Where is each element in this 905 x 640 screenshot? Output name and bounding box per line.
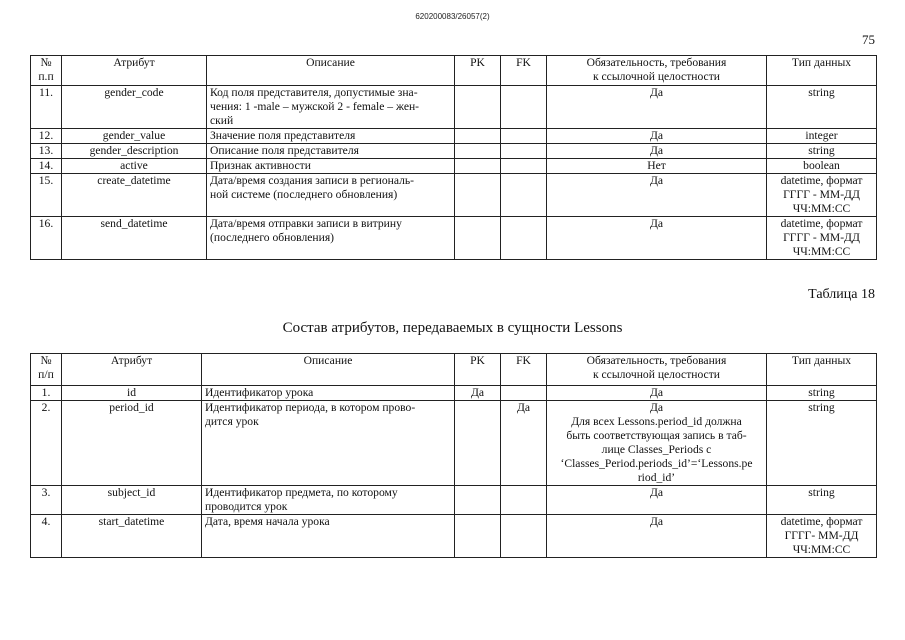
row-number-cell: 12. — [31, 129, 62, 144]
attribute-name-cell: active — [62, 159, 207, 174]
table-row — [31, 129, 877, 144]
pk-flag-cell — [455, 486, 501, 515]
lessons-attributes-table — [30, 353, 877, 558]
page-number: 75 — [862, 32, 875, 47]
description-cell: Дата/время создания записи в региональ- ной системе (последнего обновления) — [207, 174, 455, 217]
fk-flag-cell — [501, 486, 547, 515]
requirement-cell: Да — [547, 217, 767, 260]
requirement-cell: Да — [547, 174, 767, 217]
table-row — [31, 217, 877, 260]
pk-flag-cell — [455, 174, 501, 217]
data-type-cell: boolean — [767, 159, 877, 174]
pk-flag-cell — [455, 515, 501, 558]
row-number-cell: 15. — [31, 174, 62, 217]
attribute-name-cell: create_datetime — [62, 174, 207, 217]
description-cell: Код поля представителя, допустимые зна- чения: 1 -male – мужской 2 - female – жен- ский — [207, 86, 455, 129]
description-cell: Идентификатор периода, в котором прово- дится урок — [202, 401, 455, 486]
attribute-name-cell: gender_code — [62, 86, 207, 129]
pk-flag-cell — [455, 86, 501, 129]
requirement-cell: Да — [547, 486, 767, 515]
fk-flag-cell — [501, 217, 547, 260]
requirement-cell: Да — [547, 86, 767, 129]
row-number-cell: 11. — [31, 86, 62, 129]
fk-flag-cell — [501, 386, 547, 401]
column-header-description: Описание — [207, 56, 455, 86]
requirement-cell: Да — [547, 144, 767, 159]
document-id: 620200083/26057(2) — [415, 12, 490, 21]
fk-flag-cell — [501, 515, 547, 558]
column-header-description: Описание — [202, 354, 455, 386]
column-header-data-type: Тип данных — [767, 56, 877, 86]
description-cell: Дата/время отправки записи в витрину (последнего обновления) — [207, 217, 455, 260]
description-cell: Описание поля представителя — [207, 144, 455, 159]
table-row — [31, 86, 877, 129]
attribute-name-cell: subject_id — [62, 486, 202, 515]
pk-flag-cell: Да — [455, 386, 501, 401]
fk-flag-cell — [501, 159, 547, 174]
table-row — [31, 401, 877, 486]
requirement-cell: Да Для всех Lessons.period_id должна быть соответствующая запись в таб- лице Classes_Periods с ‘Classes_Period.periods_id’=‘Lessons.pe riod_id’ — [547, 401, 767, 486]
data-type-cell: integer — [767, 129, 877, 144]
description-cell: Дата, время начала урока — [202, 515, 455, 558]
pk-flag-cell — [455, 129, 501, 144]
attributes-table-continued — [30, 55, 877, 260]
requirement-cell: Да — [547, 129, 767, 144]
row-number-cell: 2. — [31, 401, 62, 486]
fk-flag-cell — [501, 174, 547, 217]
column-header-requirements: Обязательность, требования к ссылочной целостности — [547, 56, 767, 86]
attribute-name-cell: start_datetime — [62, 515, 202, 558]
column-header-data-type: Тип данных — [767, 354, 877, 386]
column-header-number: № п/п — [31, 354, 62, 386]
table-row — [31, 174, 877, 217]
table-header-row — [31, 354, 877, 386]
data-type-cell: datetime, формат ГГГГ - ММ-ДД ЧЧ:ММ:СС — [767, 217, 877, 260]
description-cell: Значение поля представителя — [207, 129, 455, 144]
pk-flag-cell — [455, 217, 501, 260]
table-label: Таблица 18 — [808, 287, 875, 302]
column-header-fk: FK — [501, 56, 547, 86]
table-row — [31, 515, 877, 558]
column-header-number: № п.п — [31, 56, 62, 86]
row-number-cell: 13. — [31, 144, 62, 159]
data-type-cell: datetime, формат ГГГГ - ММ-ДД ЧЧ:ММ:СС — [767, 174, 877, 217]
requirement-cell: Да — [547, 386, 767, 401]
attribute-name-cell: period_id — [62, 401, 202, 486]
requirement-cell: Да — [547, 515, 767, 558]
data-type-cell: string — [767, 86, 877, 129]
table-row — [31, 159, 877, 174]
description-cell: Идентификатор урока — [202, 386, 455, 401]
fk-flag-cell: Да — [501, 401, 547, 486]
pk-flag-cell — [455, 159, 501, 174]
requirement-cell: Нет — [547, 159, 767, 174]
table-title: Состав атрибутов, передаваемых в сущности Lessons — [282, 320, 623, 336]
attribute-name-cell: send_datetime — [62, 217, 207, 260]
column-header-pk: PK — [455, 56, 501, 86]
row-number-cell: 14. — [31, 159, 62, 174]
fk-flag-cell — [501, 86, 547, 129]
table-header-row — [31, 56, 877, 86]
column-header-attribute: Атрибут — [62, 56, 207, 86]
data-type-cell: string — [767, 386, 877, 401]
row-number-cell: 4. — [31, 515, 62, 558]
column-header-pk: PK — [455, 354, 501, 386]
attribute-name-cell: id — [62, 386, 202, 401]
row-number-cell: 1. — [31, 386, 62, 401]
row-number-cell: 16. — [31, 217, 62, 260]
fk-flag-cell — [501, 144, 547, 159]
pk-flag-cell — [455, 144, 501, 159]
column-header-attribute: Атрибут — [62, 354, 202, 386]
attribute-name-cell: gender_description — [62, 144, 207, 159]
table-row — [31, 486, 877, 515]
table-row — [31, 144, 877, 159]
description-cell: Признак активности — [207, 159, 455, 174]
column-header-fk: FK — [501, 354, 547, 386]
row-number-cell: 3. — [31, 486, 62, 515]
attribute-name-cell: gender_value — [62, 129, 207, 144]
data-type-cell: string — [767, 486, 877, 515]
data-type-cell: datetime, формат ГГГГ- ММ-ДД ЧЧ:ММ:СС — [767, 515, 877, 558]
data-type-cell: string — [767, 144, 877, 159]
table-row — [31, 386, 877, 401]
fk-flag-cell — [501, 129, 547, 144]
data-type-cell: string — [767, 401, 877, 486]
pk-flag-cell — [455, 401, 501, 486]
description-cell: Идентификатор предмета, по которому проводится урок — [202, 486, 455, 515]
column-header-requirements: Обязательность, требования к ссылочной целостности — [547, 354, 767, 386]
